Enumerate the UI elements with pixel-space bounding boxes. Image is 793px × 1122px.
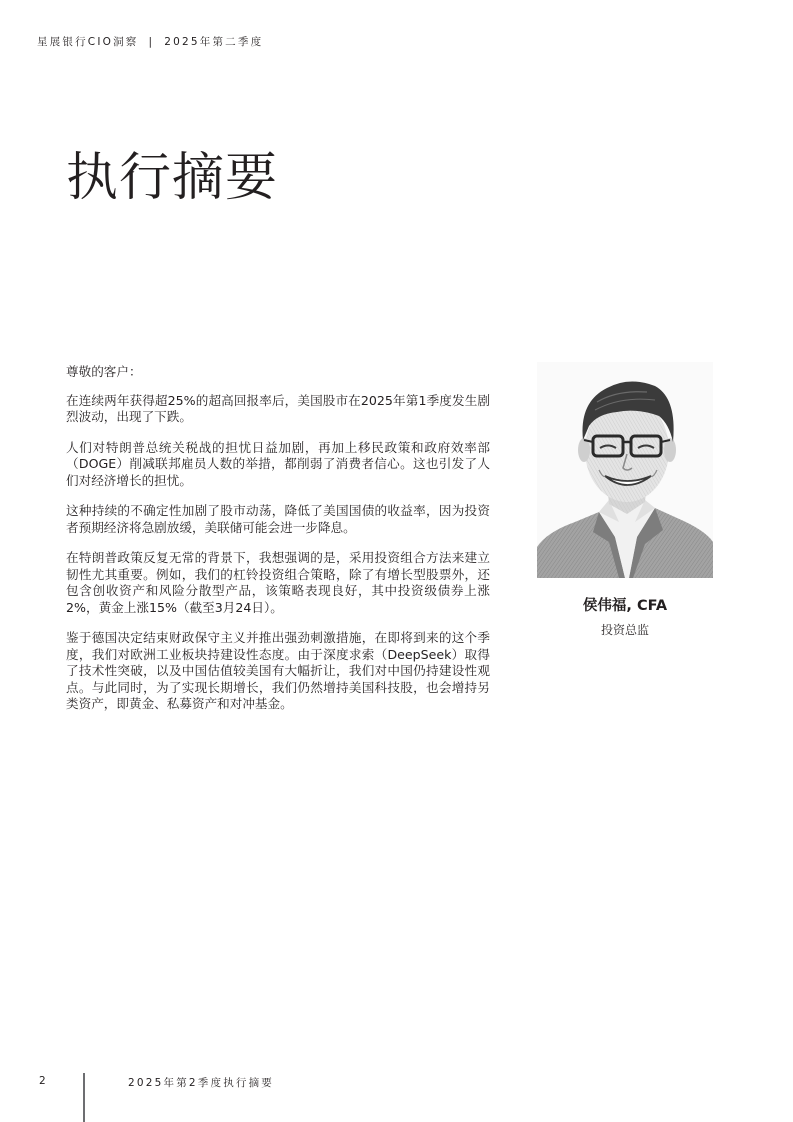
paragraph-4: 在特朗普政策反复无常的背景下，我想强调的是，采用投资组合方法来建立韧性尤其重要。例如，我们的杠铃投资组合策略，除了有增长型股票外，还包含创收资产和风险分散型产品，该策略表现良好，其中投资级债券上涨2%，黄金上涨15%（截至3月24日）。 bbox=[66, 550, 490, 615]
author-role: 投资总监 bbox=[600, 623, 649, 637]
publication-name: 星展银行CIO洞察 bbox=[37, 36, 139, 48]
page-title: 执行摘要 bbox=[66, 148, 279, 208]
footer-divider bbox=[83, 1073, 85, 1122]
paragraph-2: 人们对特朗普总统关税战的担忧日益加剧，再加上移民政策和政府效率部（DOGE）削减联邦雇员人数的举措，都削弱了消费者信心。这也引发了人们对经济增长的担忧。 bbox=[66, 439, 490, 488]
page-number: 2 bbox=[39, 1075, 46, 1087]
paragraph-5: 鉴于德国决定结束财政保守主义并推出强劲刺激措施，在即将到来的这个季度，我们对欧洲工业板块持建设性态度。由于深度求索（DeepSeek）取得了技术性突破，以及中国估值较美国有大幅折让，我们对中国仍持建设性观点。与此同时，为了实现长期增长，我们仍然增持美国科技股，也会增持另类资产，即黄金、私募资产和对冲基金。 bbox=[66, 630, 490, 711]
header-separator: | bbox=[148, 36, 155, 48]
letter-body bbox=[66, 364, 490, 727]
author-card bbox=[530, 362, 720, 638]
portrait-sketch-icon bbox=[537, 362, 713, 578]
author-name: 侯伟福, CFA bbox=[582, 598, 668, 614]
publication-period: 2025年第二季度 bbox=[164, 36, 264, 48]
running-header bbox=[37, 34, 263, 49]
paragraph-3: 这种持续的不确定性加剧了股市动荡，降低了美国国债的收益率，因为投资者预期经济将急剧放缓，美联储可能会进一步降息。 bbox=[66, 503, 490, 535]
footer-title: 2025年第2季度执行摘要 bbox=[128, 1077, 275, 1089]
paragraph-1: 在连续两年获得超25%的超高回报率后，美国股市在2025年第1季度发生剧烈波动，出现了下跌。 bbox=[66, 392, 490, 424]
salutation: 尊敬的客户： bbox=[66, 364, 142, 379]
author-portrait bbox=[537, 362, 713, 578]
